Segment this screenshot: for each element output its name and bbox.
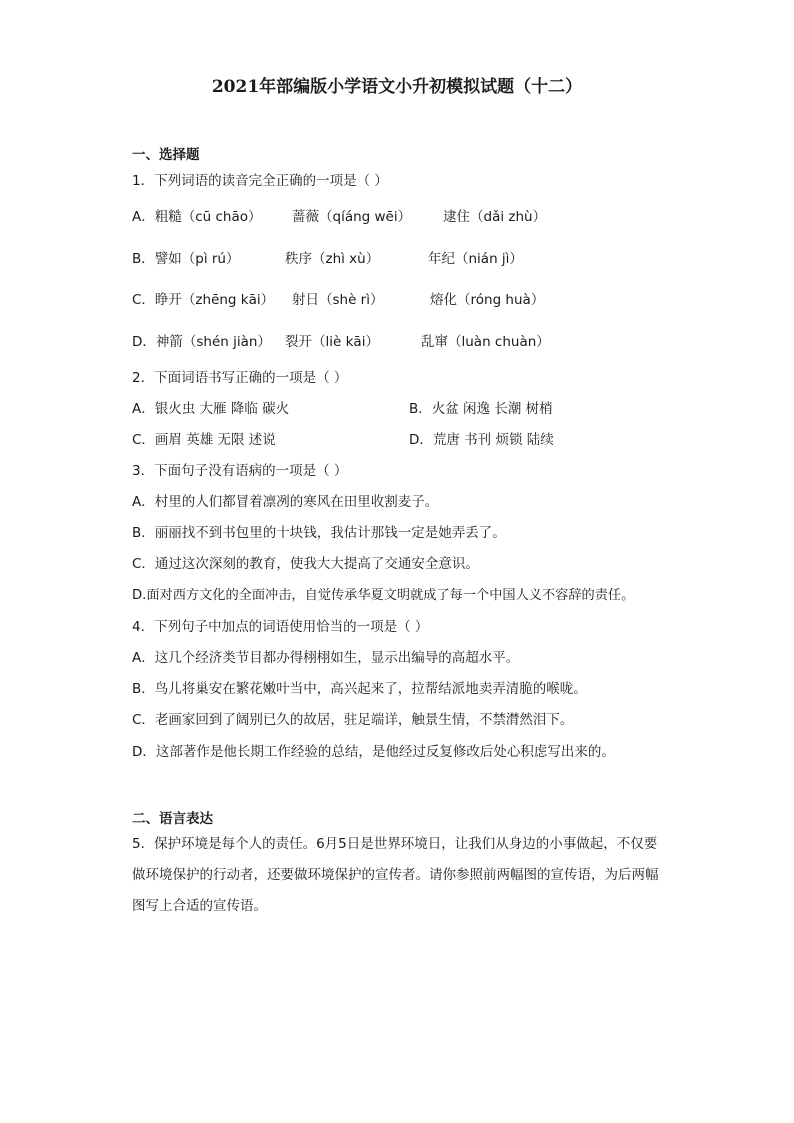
q1-option-c-2: 射日（shè rì） [292,292,384,308]
q3-option-b: B．丽丽找不到书包里的十块钱，我估计那钱一定是她弄丢了。 [132,525,506,541]
q1-option-c-1: C．睁开（zhēng kāi） [132,292,275,308]
q2-option-c: C．画眉 英雄 无限 述说 [132,432,276,448]
section-heading-choice: 一、选择题 [132,147,200,163]
q4-option-d: D．这部著作是他长期工作经验的总结，是他经过反复修改后处心积虑写出来的。 [132,744,615,760]
q3-option-c: C．通过这次深刻的教育，使我大大提高了交通安全意识。 [132,556,479,572]
page-title: 2021年部编版小学语文小升初模拟试题（十二） [211,77,583,97]
q1-option-a-3: 逮住（dǎi zhù） [443,209,547,225]
q3-option-d: D.面对西方文化的全面冲击，自觉传承华夏文明就成了每一个中国人义不容辞的责任。 [132,588,635,603]
q1-option-b-3: 年纪（nián jì） [428,251,523,267]
question-5-text: 5．保护环境是每个人的责任。6月5日是世界环境日，让我们从身边的小事做起，不仅要做环境保护的行动者，还要做环境保护的宣传者。请你参照前两幅图的宣传语，为后两幅图写上合适的宣传语。 [132,836,659,914]
q1-option-a-1: A．粗糙（cū chāo） [132,209,262,225]
question-3-stem: 3．下面句子没有语病的一项是（ ） [132,463,348,479]
q2-option-b: B．火盆 闲逸 长潮 树梢 [409,401,553,417]
q1-option-b-2: 秩序（zhì xù） [285,251,380,267]
q2-option-d: D．荒唐 书刊 烦锁 陆续 [409,432,554,448]
q3-option-a: A．村里的人们都冒着凛冽的寒风在田里收割麦子。 [132,494,439,510]
q2-option-a: A．银火虫 大雁 降临 碳火 [132,401,290,417]
question-1-stem: 1．下列词语的读音完全正确的一项是（ ） [132,173,388,189]
q1-option-a-2: 蔷薇（qíáng wēi） [292,209,412,225]
question-4-stem: 4．下列句子中加点的词语使用恰当的一项是（ ） [132,619,429,635]
q1-option-d-1: D．神箭（shén jiàn） [132,334,271,350]
q4-option-b: B．鸟儿将巢安在繁花嫩叶当中，高兴起来了，拉帮结派地卖弄清脆的喉咙。 [132,681,587,697]
q4-option-a: A．这几个经济类节目都办得栩栩如生，显示出编导的高超水平。 [132,650,520,666]
question-2-stem: 2．下面词语书写正确的一项是（ ） [132,370,348,386]
q4-option-c: C．老画家回到了阔别已久的故居，驻足端详，触景生情，不禁潸然泪下。 [132,712,574,728]
section-heading-expression: 二、语言表达 [132,811,213,827]
q1-option-d-3: 乱窜（luàn chuàn） [421,334,550,350]
q1-option-c-3: 熔化（róng huà） [430,292,545,308]
q1-option-b-1: B．譬如（pì rú） [132,251,240,267]
q1-option-d-2: 裂开（liè kāi） [285,334,379,350]
